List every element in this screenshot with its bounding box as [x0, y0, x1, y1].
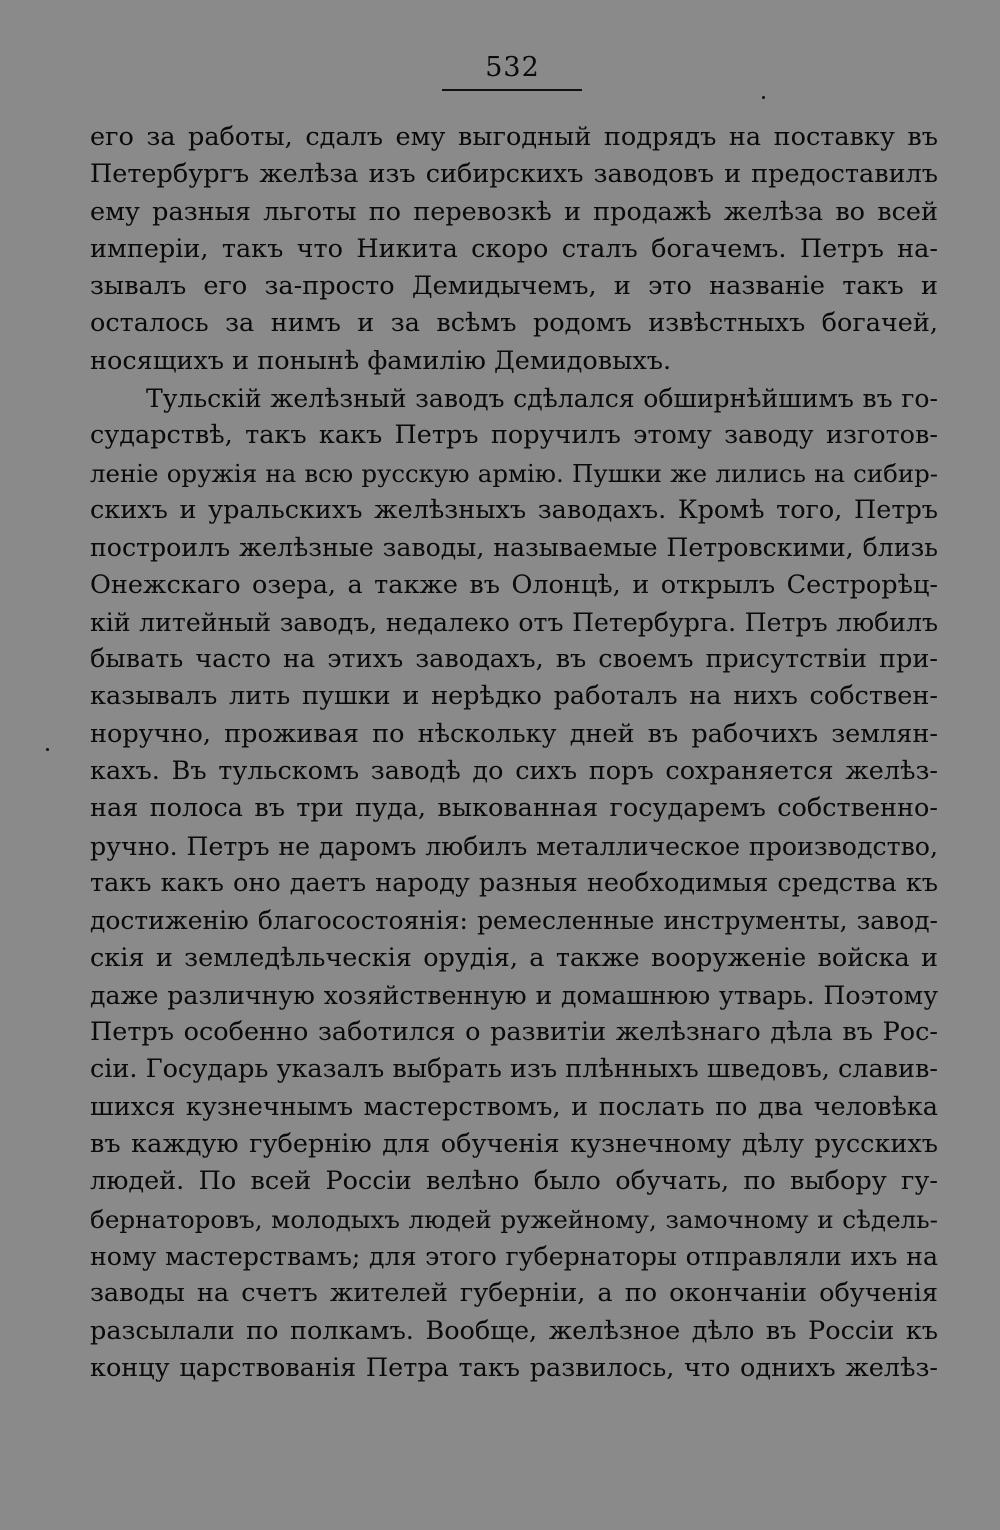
- text-line: скихъ и уральскихъ желѣзныхъ заводахъ. Кромѣ того, Петръ: [90, 494, 938, 525]
- text-line: зывалъ его за-просто Демидычемъ, и это названіе такъ и: [90, 271, 938, 302]
- text-line: ная полоса въ три пуда, выкованная государемъ собственно-: [90, 793, 938, 824]
- text-line: ему разныя льготы по перевозкѣ и продажѣ желѣза во всей: [90, 196, 938, 227]
- paragraph-1: [90, 119, 938, 380]
- print-speck: [762, 96, 765, 99]
- print-speck: [46, 748, 49, 751]
- text-line: Петербургъ желѣза изъ сибирскихъ заводовъ и предоставилъ: [90, 159, 938, 190]
- text-line: въ каждую губернію для обученія кузнечному дѣлу русскихъ: [90, 1129, 938, 1160]
- text-line: кахъ. Въ тульскомъ заводѣ до сихъ поръ сохраняется желѣз-: [90, 756, 938, 787]
- text-line: бернаторовъ, молодыхъ людей ружейному, замочному и сѣдель-: [90, 1204, 938, 1234]
- text-line: достиженію благосостоянія: ремесленные инструменты, завод-: [90, 906, 938, 936]
- text-line: сударствѣ, такъ какъ Петръ поручилъ этому заводу изготов-: [90, 420, 938, 451]
- text-line: шихся кузнечнымъ мастерствомъ, и послать по два человѣка: [90, 1091, 938, 1122]
- text-line: ручно. Петръ не даромъ любилъ металлическое производство,: [90, 831, 938, 861]
- text-line: разсылали по полкамъ. Вообще, желѣзное дѣло въ Россіи къ: [90, 1315, 938, 1346]
- text-line: концу царствованія Петра такъ развилось, что однихъ желѣз-: [90, 1352, 938, 1383]
- text-line: Тульскій желѣзный заводъ сдѣлался обширнѣйшимъ въ го-: [146, 384, 938, 414]
- text-line: леніе оружія на всю русскую армію. Пушки же лились на сибир-: [90, 458, 938, 488]
- text-line: скія и земледѣльческія орудія, а также вооруженіе войска и: [90, 942, 938, 973]
- paragraph-2: [90, 380, 938, 1387]
- text-line: такъ какъ оно даетъ народу разныя необходимыя средства къ: [90, 867, 938, 898]
- text-line: людей. По всей Россіи велѣно было обучать, по выбору гу-: [90, 1166, 938, 1197]
- text-line: построилъ желѣзные заводы, называемые Петровскими, близь: [90, 533, 938, 563]
- text-line: имперіи, такъ что Никита скоро сталъ богачемъ. Петръ на-: [90, 233, 938, 264]
- text-line: казывалъ лить пушки и нерѣдко работалъ на нихъ собствен-: [90, 681, 938, 712]
- text-line: норучно, проживая по нѣскольку дней въ рабочихъ землян-: [90, 718, 938, 749]
- text-line: бывать часто на этихъ заводахъ, въ своемъ присутствіи при-: [90, 644, 938, 675]
- text-line: сіи. Государь указалъ выбрать изъ плѣнныхъ шведовъ, славив-: [90, 1054, 938, 1085]
- text-line: заводы на счетъ жителей губерніи, а по окончаніи обученія: [90, 1278, 938, 1309]
- text-line: ному мастерствамъ; для этого губернаторы отправляли ихъ на: [90, 1241, 938, 1271]
- text-line: его за работы, сдалъ ему выгодный подрядъ на поставку въ: [90, 122, 938, 152]
- text-line: осталось за нимъ и за всѣмъ родомъ извѣстныхъ богачей,: [90, 308, 938, 339]
- text-line: кій литейный заводъ, недалеко отъ Петербурга. Петръ любилъ: [90, 607, 938, 637]
- text-line: Петръ особенно заботился о развитіи желѣзнаго дѣла въ Рос-: [90, 1017, 938, 1048]
- body-text: [90, 119, 938, 1387]
- header-rule: [442, 89, 582, 91]
- text-line: даже различную хозяйственную и домашнюю утварь. Поэтому: [90, 980, 938, 1010]
- page-number: 532: [485, 52, 540, 83]
- text-line: носящихъ и понынѣ фамилію Демидовыхъ.: [90, 345, 672, 376]
- text-line: Онежскаго озера, а также въ Олонцѣ, и открылъ Сестрорѣц-: [90, 569, 938, 600]
